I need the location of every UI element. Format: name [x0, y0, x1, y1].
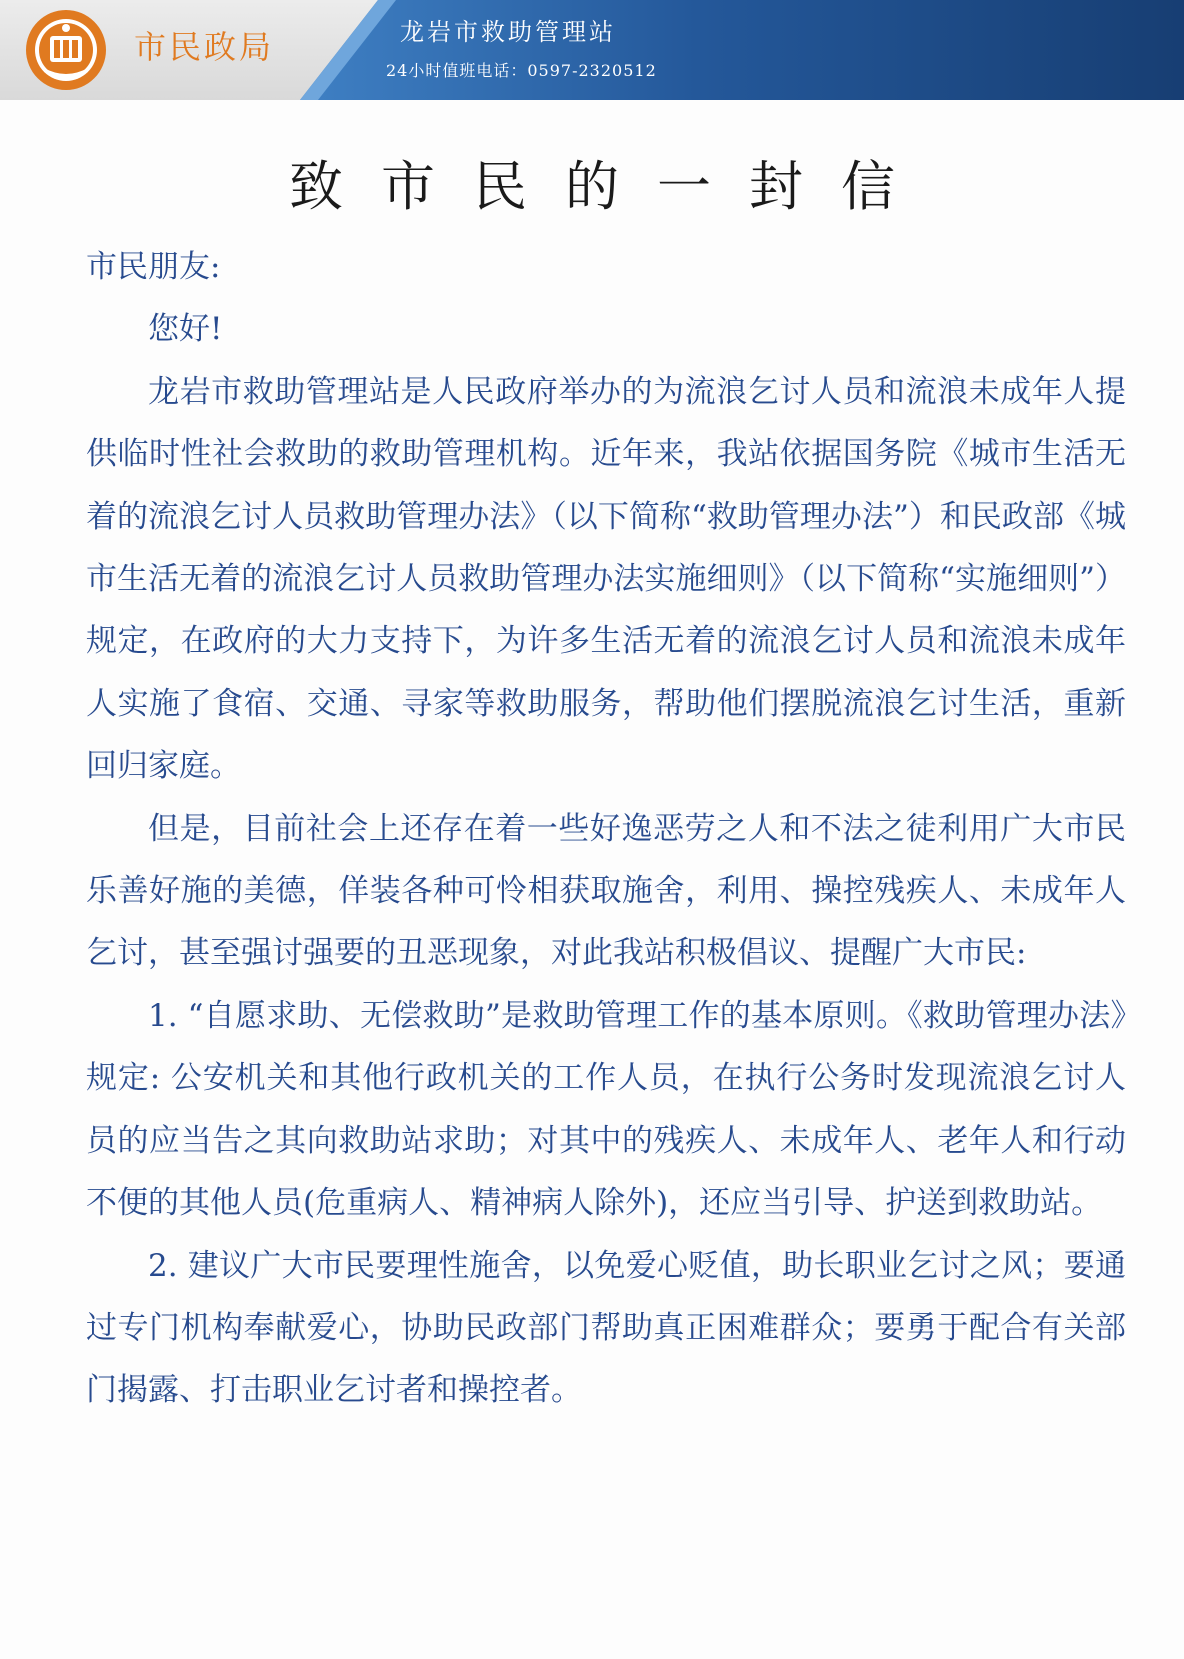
letter-title: 致市民的一封信	[289, 155, 933, 218]
civil-affairs-logo-icon	[24, 8, 108, 92]
hotline-number: 24小时值班电话：0597-2320512	[386, 61, 657, 80]
station-name: 龙岩市救助管理站	[400, 18, 616, 46]
paragraph-point-1: 1. “自愿求助、无偿救助”是救助管理工作的基本原则。《救助管理办法》规定: 公安机关和其他行政机关的工作人员，在执行公务时发现流浪乞讨人员的应当告之其向救助站求助；对其中的残疾人、未成年人、老年人和行动不便的其他人员(危重病人、精神病人除外)，还应当引导、护送到救助站。	[86, 997, 1126, 1222]
letter-body	[86, 236, 1126, 1422]
org-name: 市民政局	[134, 28, 275, 66]
greeting: 您好!	[148, 311, 223, 348]
salutation: 市民朋友:	[86, 249, 221, 285]
paragraph-intro: 龙岩市救助管理站是人民政府举办的为流浪乞讨人员和流浪未成年人提供临时性社会救助的救助管理机构。近年来，我站依据国务院《城市生活无着的流浪乞讨人员救助管理办法》（以下简称“救助管理办法”）和民政部《城市生活无着的流浪乞讨人员救助管理办法实施细则》（以下简称“实施细则”）规定，在政府的大力支持下，为许多生活无着的流浪乞讨人员和流浪未成年人实施了食宿、交通、寻家等救助服务，帮助他们摆脱流浪乞讨生活，重新回归家庭。	[86, 373, 1126, 785]
paragraph-issue: 但是，目前社会上还存在着一些好逸恶劳之人和不法之徒利用广大市民乐善好施的美德，佯装各种可怜相获取施舍，利用、操控残疾人、未成年人乞讨，甚至强讨强要的丑恶现象，对此我站积极倡议、提醒广大市民:	[86, 810, 1126, 972]
header-banner	[0, 0, 1184, 100]
paragraph-point-2: 2. 建议广大市民要理性施舍，以免爱心贬值，助长职业乞讨之风；要通过专门机构奉献爱心，协助民政部门帮助真正困难群众；要勇于配合有关部门揭露、打击职业乞讨者和操控者。	[86, 1247, 1126, 1409]
